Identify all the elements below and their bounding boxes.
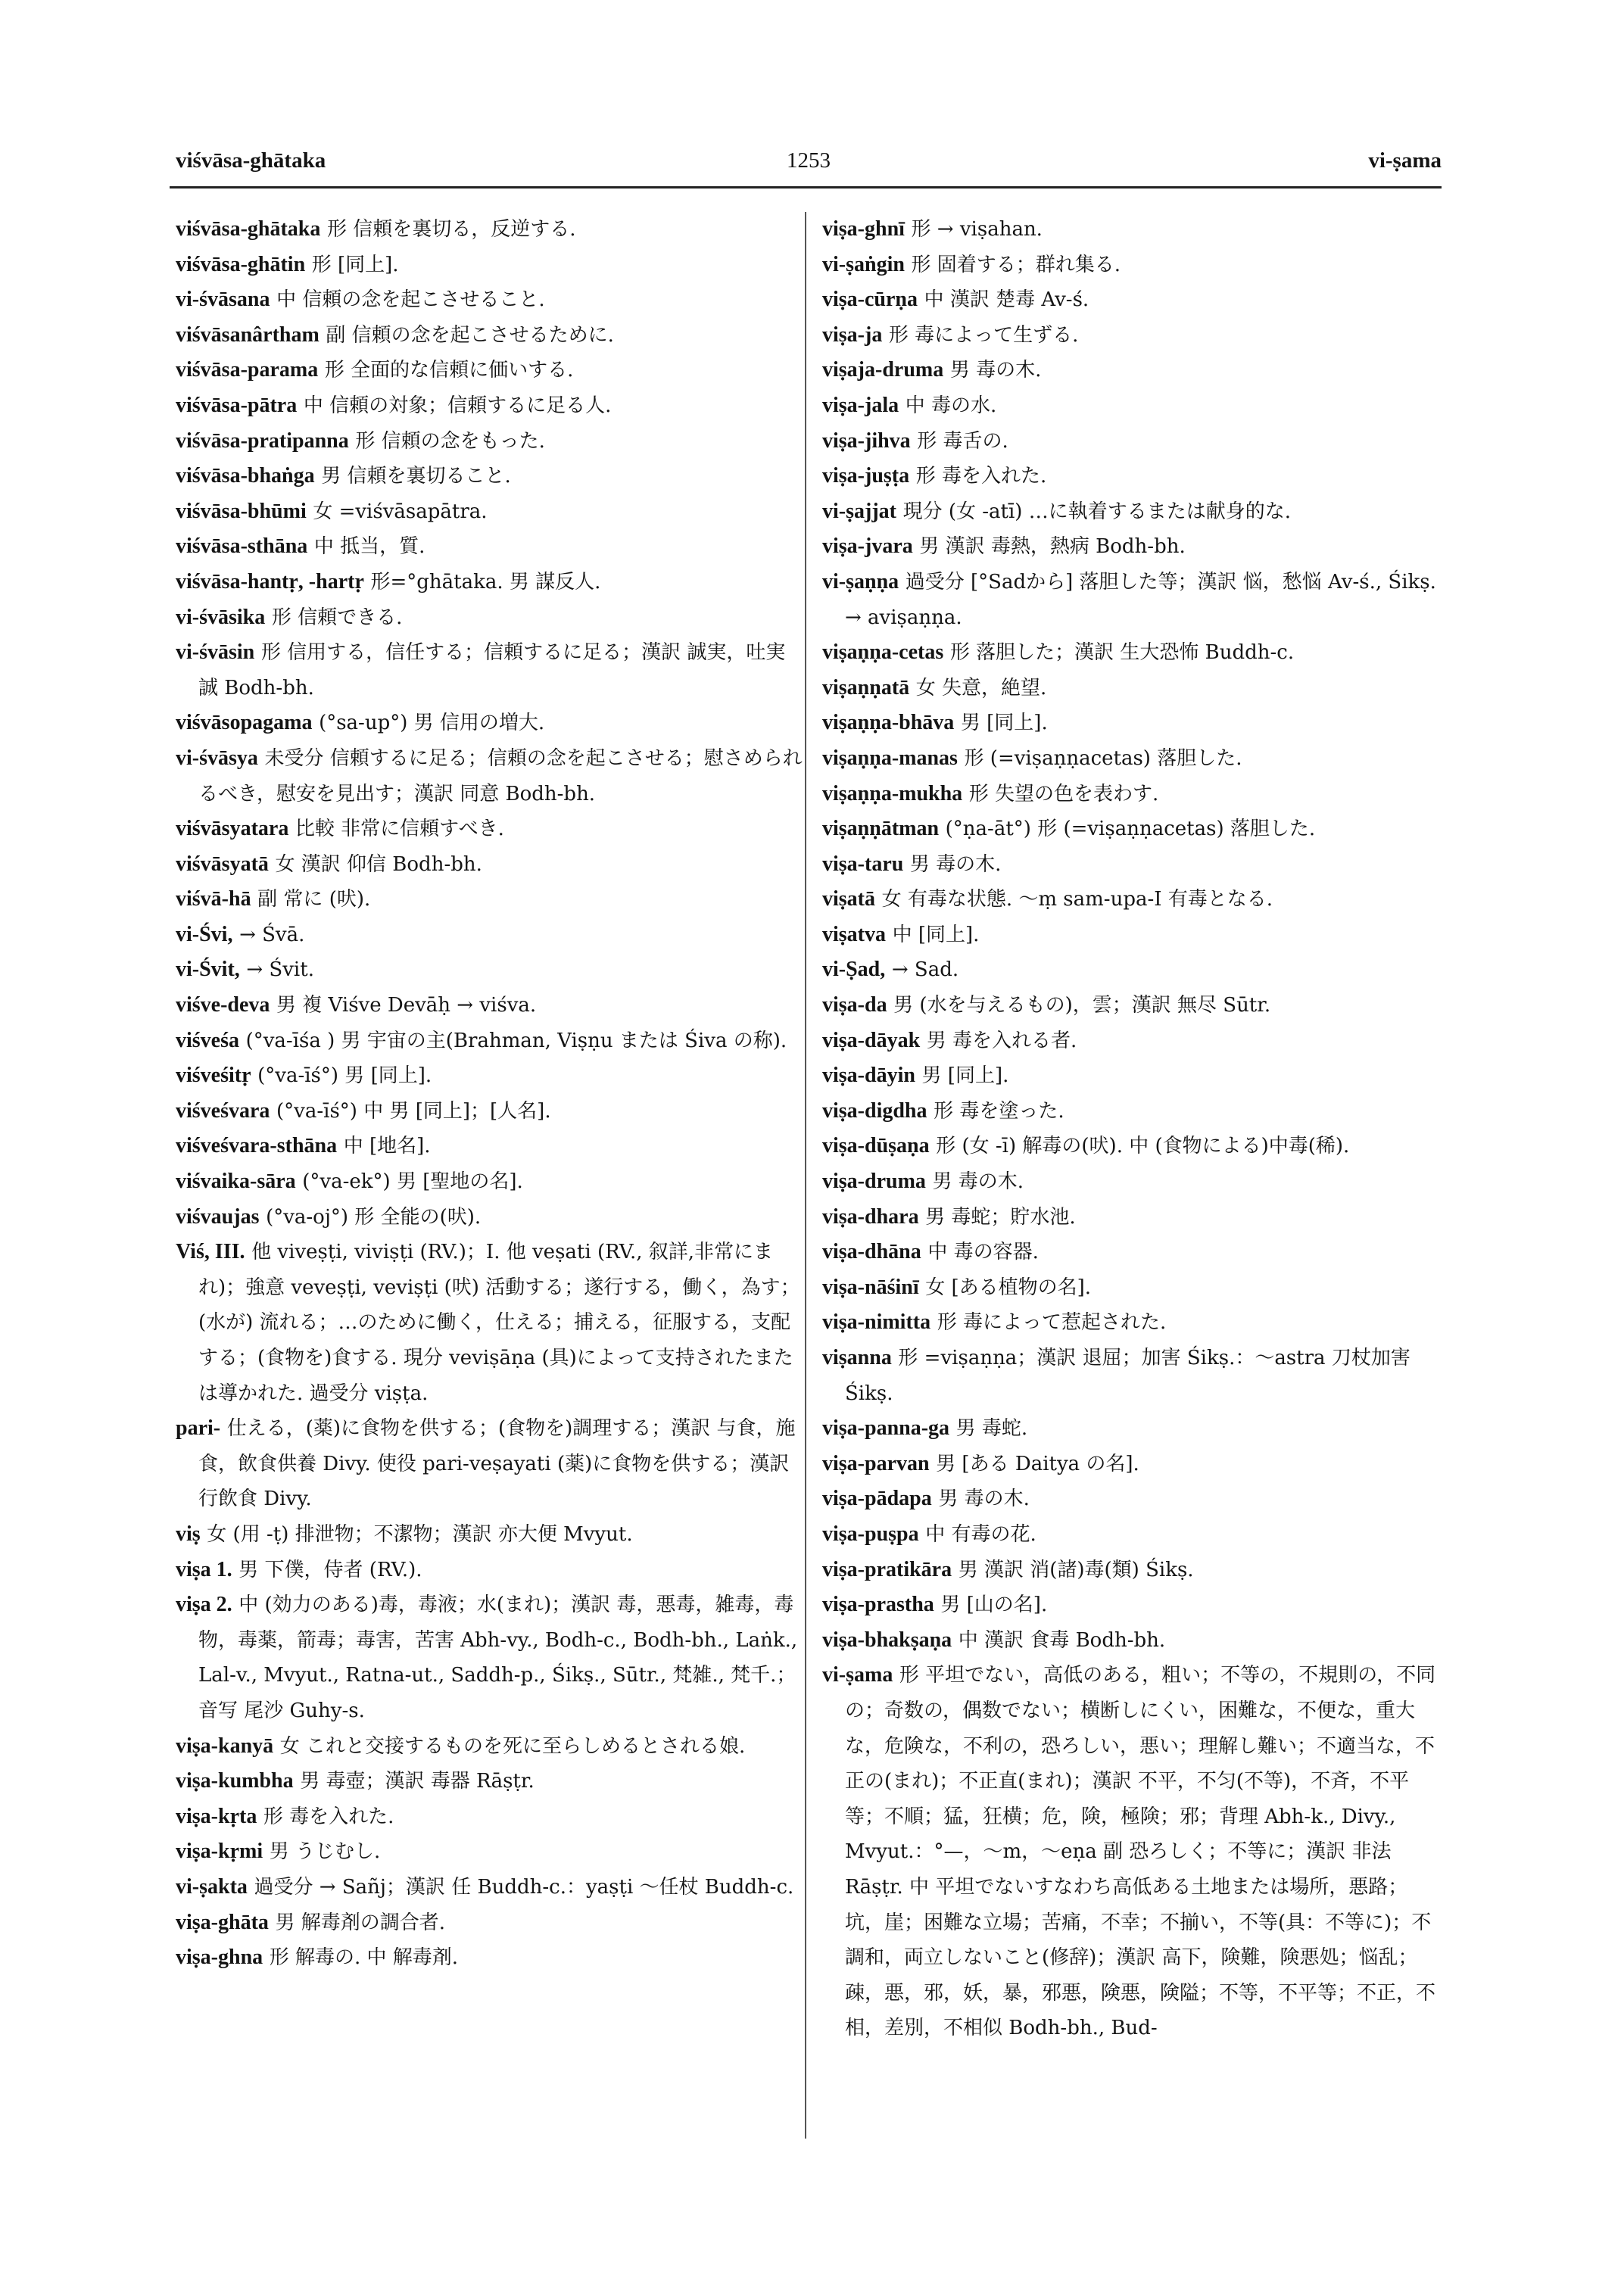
- left-column: [176, 212, 804, 1976]
- entry-headword: viṣa-juṣṭa: [822, 464, 910, 488]
- entry-definition: 他 viveṣṭi, viviṣṭi (RV.)；I. 他 veṣati (RV., 叙詳,非常にまれ)；強意 veveṣṭi, veviṣṭi (吠) 活動する；遂行する，働く，為す；(水が) 流れる；…のために働く，仕える；捕える，征服する，支配する；(食物を)食する. 現分 veviṣāṇa (具)によって支持されたまたは導かれた. 過受分 viṣṭa.: [198, 1241, 800, 1405]
- entry-definition: 男 [同上].: [921, 1064, 1009, 1088]
- entry-definition: 中 信頼の対象；信頼するに足る人.: [303, 394, 612, 417]
- entry-definition: 男 毒の木.: [909, 852, 1002, 876]
- entry-headword: viṣ: [176, 1522, 201, 1546]
- entry-definition: 女 漢訳 仰信 Bodh-bh.: [275, 852, 482, 876]
- dictionary-entry: [822, 1553, 1443, 1588]
- dictionary-entry: [822, 459, 1443, 494]
- entry-definition: 女 有毒な状態. ～ṃ sam-upa-I 有毒となる.: [881, 888, 1273, 911]
- entry-headword: viśveśvara-sthāna: [176, 1134, 338, 1158]
- dictionary-entry: [176, 1764, 804, 1799]
- entry-headword: viśveśa: [176, 1028, 239, 1052]
- entry-headword: viṣa-ghna: [176, 1946, 263, 1970]
- entry-headword: viśvāsa-pratipanna: [176, 428, 349, 453]
- entry-definition: 男 漢訳 消(諸)毒(類) Śikṣ.: [958, 1558, 1194, 1581]
- dictionary-entry: [176, 847, 804, 883]
- dictionary-entry: [176, 318, 804, 354]
- entry-definition: (°va-īśa ) 男 宇宙の主(Brahman, Viṣṇu または Śiva の称).: [245, 1029, 787, 1052]
- entry-definition: 形 信頼の念をもった.: [355, 429, 545, 453]
- dictionary-entry: [822, 494, 1443, 530]
- dictionary-entry: [176, 952, 804, 988]
- entry-definition: 未受分 信頼するに足る；信頼の念を起こさせる；慰さめられるべき，慰安を見出す；漢訳 同意 Bodh-bh.: [198, 746, 803, 805]
- entry-definition: 形 毒を塗った.: [934, 1099, 1064, 1123]
- entry-headword: viṣa-cūrṇa: [822, 288, 918, 312]
- dictionary-entry: [822, 1305, 1443, 1341]
- entry-definition: 中 (効力のある)毒，毒液；水(まれ)；漢訳 毒，悪毒，雑毒，毒物，毒薬，箭毒；毒害，苦害 Abh-vy., Bodh-c., Bodh-bh., Laṅk., Lal-v., Mvyut., Ratna-ut., Saddh-p., Śikṣ., Sūtr., 梵雑., 梵千.；音写 尾沙 Guhy-s.: [198, 1594, 798, 1722]
- dictionary-entry: [822, 706, 1443, 741]
- entry-headword: pari-: [176, 1416, 221, 1441]
- dictionary-entry: [822, 565, 1443, 635]
- dictionary-entry: [176, 988, 804, 1023]
- entry-headword: viśvāsa-ghātin: [176, 252, 306, 276]
- entry-definition: 中 有毒の花.: [925, 1522, 1036, 1546]
- entry-definition: 副 信頼の念を起こさせるために.: [326, 323, 614, 347]
- entry-headword: viśvāsa-bhūmi: [176, 499, 307, 523]
- entry-headword: viṣaṇṇa-bhāva: [822, 711, 955, 735]
- entry-headword: viśvāsanârtham: [176, 322, 320, 347]
- dictionary-entry: [822, 1623, 1443, 1659]
- entry-definition: 形 → viṣahan.: [911, 218, 1043, 241]
- entry-headword: viṣa-da: [822, 993, 887, 1017]
- dictionary-entry: [176, 1940, 804, 1976]
- entry-headword: viṣa-jvara: [822, 534, 913, 559]
- entry-headword: viśvāsa-sthāna: [176, 534, 308, 559]
- dictionary-entry: [822, 1164, 1443, 1200]
- entry-definition: 男 信頼を裏切ること.: [321, 465, 511, 488]
- entry-headword: viśve-deva: [176, 993, 270, 1017]
- entry-headword: viṣa-dhāna: [822, 1240, 921, 1264]
- entry-headword: viṣa-ghnī: [822, 217, 905, 241]
- entry-headword: viśvāsyatā: [176, 852, 269, 876]
- entry-definition: 男 毒の木.: [938, 1488, 1030, 1511]
- entry-headword: viṣa-pādapa: [822, 1487, 932, 1511]
- dictionary-entry: [176, 388, 804, 424]
- entry-definition: 男 毒蛇；貯水池.: [925, 1205, 1076, 1229]
- entry-definition: (°va-ek°) 男 [聖地の名].: [302, 1170, 523, 1194]
- entry-definition: 中 漢訳 楚毒 Av-ś.: [924, 288, 1089, 312]
- dictionary-entry: [176, 565, 804, 600]
- entry-definition: 形 落胆した；漢訳 生大恐怖 Buddh-c.: [949, 641, 1295, 665]
- entry-headword: vi-ṣama: [822, 1663, 893, 1687]
- dictionary-entry: [822, 1587, 1443, 1623]
- dictionary-entry: [822, 318, 1443, 354]
- dictionary-entry: [822, 353, 1443, 388]
- entry-headword: viṣatā: [822, 887, 875, 911]
- entry-definition: 形 毒を入れた.: [915, 465, 1047, 488]
- dictionary-entry: [822, 424, 1443, 460]
- entry-definition: 中 毒の容器.: [927, 1241, 1039, 1264]
- entry-headword: viṣaṇṇatā: [822, 675, 910, 699]
- dictionary-entry: [822, 1411, 1443, 1447]
- dictionary-entry: [176, 1411, 804, 1517]
- dictionary-entry: [822, 847, 1443, 883]
- dictionary-entry: [822, 918, 1443, 953]
- entry-headword: viśvāsyatara: [176, 817, 289, 841]
- entry-headword: vi-śvāsana: [176, 288, 270, 312]
- dictionary-entry: [822, 1129, 1443, 1164]
- entry-definition: 男 (水を与えるもの)，雲；漢訳 無尽 Sūtr.: [893, 994, 1271, 1017]
- entry-definition: 形 信頼できる.: [271, 606, 403, 629]
- entry-headword: viṣa 1.: [176, 1557, 232, 1581]
- entry-headword: viṣaṇṇa-manas: [822, 746, 958, 770]
- entry-headword: viṣa-ja: [822, 322, 883, 347]
- dictionary-entry: [822, 952, 1443, 988]
- entry-definition: → Śvit.: [246, 958, 314, 982]
- entry-definition: 形 平坦でない，高低のある，粗い；不等の，不規則の，不同の；奇数の，偶数でない；横断しにくい，困難な，不便な，重大な，危険な，不利の，恐ろしい，悪い；理解し難い；不適当な，不正の(まれ)；不正直(まれ)；漢訳 不平，不匀(不等)，不斉，不平等；不順；猛，狂横；危，険，極険；邪；背理 Abh-k., Divy., Mvyut.：°—，～m，～eṇa 副 恐ろしく；不等に；漢訳 非法 Rāṣṭr. 中 平坦でないすなわち高低ある土地または場所，悪路；坑，崖；困難な立場；苦痛，不幸；不揃い，不等(具：不等に)；不調和，両立しないこと(修辞)；漢訳 高下，険難，険悪処；悩乱；疎，悪，邪，妖，暴，邪悪，険悪，険隘；不等，不平等；不正，不相，差別，不相似 Bodh-bh., Bud-: [845, 1664, 1436, 2040]
- dictionary-entry: [176, 1905, 804, 1941]
- dictionary-entry: [822, 1447, 1443, 1482]
- dictionary-entry: [176, 248, 804, 283]
- entry-headword: viṣa-dāyak: [822, 1028, 921, 1052]
- entry-definition: → Śvā.: [239, 923, 305, 946]
- dictionary-entry: [822, 1270, 1443, 1306]
- entry-definition: (°va-īś°) 中 男 [同上]；[人名].: [276, 1099, 551, 1123]
- dictionary-entry: [822, 988, 1443, 1023]
- entry-headword: vi-śvāsin: [176, 640, 255, 665]
- dictionary-entry: [822, 529, 1443, 565]
- dictionary-entry: [176, 635, 804, 706]
- dictionary-entry: [176, 424, 804, 460]
- dictionary-entry: [822, 1094, 1443, 1129]
- dictionary-entry: [176, 1094, 804, 1129]
- entry-headword: viṣa-bhakṣaṇa: [822, 1628, 952, 1652]
- dictionary-entry: [176, 706, 804, 741]
- entry-definition: 男 毒壺；漢訳 毒器 Rāṣṭr.: [300, 1770, 535, 1793]
- entry-definition: 形 毒によって惹起された.: [937, 1311, 1167, 1335]
- dictionary-entry: [176, 1023, 804, 1059]
- entry-definition: 形 (=viṣaṇṇacetas) 落胆した.: [964, 746, 1242, 770]
- dictionary-entry: [822, 812, 1443, 847]
- entry-headword: viṣa-nimitta: [822, 1310, 931, 1335]
- dictionary-entry: [176, 1200, 804, 1235]
- dictionary-entry: [176, 494, 804, 530]
- entry-headword: viṣa-dūṣaṇa: [822, 1134, 930, 1158]
- entry-headword: viśveśvara: [176, 1098, 270, 1123]
- entry-headword: viśvāsa-hantṛ, -hartṛ: [176, 569, 364, 594]
- dictionary-entry: [176, 1729, 804, 1765]
- entry-headword: viśvāsopagama: [176, 711, 313, 735]
- entry-headword: vi-ṣaṇṇa: [822, 569, 899, 594]
- entry-headword: vi-ṣaṅgin: [822, 252, 905, 276]
- dictionary-entry: [176, 812, 804, 847]
- dictionary-entry: [176, 529, 804, 565]
- entry-definition: 男 [同上].: [960, 712, 1048, 735]
- column-divider: [805, 212, 806, 2139]
- dictionary-entry: [822, 388, 1443, 424]
- entry-definition: 女 [ある植物の名].: [925, 1276, 1092, 1299]
- entry-definition: (°sa-up°) 男 信用の増大.: [319, 712, 545, 735]
- dictionary-entry: [176, 282, 804, 318]
- entry-definition: 中 信頼の念を起こさせること.: [276, 288, 545, 312]
- entry-definition: 男 毒の木.: [932, 1170, 1024, 1194]
- entry-headword: viṣa-kumbha: [176, 1769, 294, 1793]
- entry-headword: viṣa-panna-ga: [822, 1416, 950, 1441]
- entry-definition: 形 全面的な信頼に価いする.: [324, 359, 574, 382]
- entry-definition: 中 [地名].: [343, 1135, 431, 1158]
- dictionary-entry: [822, 1658, 1443, 2046]
- dictionary-entry: [822, 635, 1443, 671]
- entry-headword: viṣa-kanyā: [176, 1734, 274, 1758]
- entry-definition: 男 毒の木.: [949, 359, 1042, 382]
- dictionary-entry: [176, 353, 804, 388]
- entry-headword: viṣa-dāyin: [822, 1064, 915, 1088]
- page-number: 1253: [787, 148, 831, 173]
- dictionary-entry: [176, 600, 804, 636]
- dictionary-entry: [822, 1200, 1443, 1235]
- entry-definition: 形 毒を入れた.: [263, 1805, 394, 1828]
- entry-headword: vi-śvāsya: [176, 746, 258, 770]
- dictionary-entry: [176, 1517, 804, 1553]
- dictionary-entry: [176, 1834, 804, 1870]
- entry-headword: viṣa-kṛta: [176, 1804, 257, 1828]
- entry-headword: vi-śvāsika: [176, 605, 266, 629]
- entry-headword: Viś, III.: [176, 1240, 245, 1264]
- dictionary-entry: [822, 248, 1443, 283]
- dictionary-entry: [822, 741, 1443, 777]
- entry-definition: 比較 非常に信頼すべき.: [295, 818, 504, 841]
- entry-headword: viśveśitṛ: [176, 1064, 251, 1088]
- entry-headword: viśvāsa-pātra: [176, 393, 298, 417]
- entry-definition: 形 [同上].: [311, 253, 399, 276]
- entry-definition: 形 毒によって生ずる.: [888, 323, 1079, 347]
- entry-definition: 男 [ある Daitya の名].: [936, 1452, 1139, 1475]
- entry-definition: → Sad.: [891, 958, 959, 982]
- entry-definition: 男 下僕，侍者 (RV.).: [238, 1558, 422, 1581]
- entry-definition: (°va-oj°) 形 全能の(吠).: [266, 1205, 482, 1229]
- dictionary-entry: [822, 212, 1443, 248]
- entry-headword: viṣa-ghāta: [176, 1910, 269, 1934]
- entry-headword: viṣa-dhara: [822, 1204, 919, 1229]
- entry-definition: 現分 (女 -atī) …に執着するまたは献身的な.: [902, 500, 1291, 523]
- dictionary-entry: [176, 1587, 804, 1728]
- dictionary-entry: [176, 1799, 804, 1835]
- dictionary-entry: [176, 741, 804, 812]
- entry-definition: 男 漢訳 毒熱，熱病 Bodh-bh.: [919, 535, 1186, 559]
- entry-definition: (°ṇa-āt°) 形 (=viṣaṇṇacetas) 落胆した.: [945, 818, 1316, 841]
- entry-definition: 男 [山の名].: [940, 1594, 1048, 1617]
- entry-headword: viṣa-prastha: [822, 1593, 934, 1617]
- entry-headword: viṣatva: [822, 922, 886, 946]
- entry-definition: 女 =viśvāsapātra.: [313, 500, 488, 523]
- entry-headword: viṣa-parvan: [822, 1451, 930, 1475]
- dictionary-entry: [822, 777, 1443, 812]
- entry-headword: viśvāsa-ghātaka: [176, 217, 321, 241]
- dictionary-entry: [176, 212, 804, 248]
- dictionary-entry: [176, 1553, 804, 1588]
- entry-headword: viṣaja-druma: [822, 358, 944, 382]
- running-header: [176, 148, 1442, 182]
- entry-headword: viśvāsa-bhaṅga: [176, 464, 315, 488]
- entry-headword: viṣanna: [822, 1346, 892, 1369]
- entry-headword: viṣa-jala: [822, 393, 899, 417]
- entry-definition: 女 (用 -ṭ) 排泄物；不潔物；漢訳 亦大便 Mvyut.: [207, 1522, 633, 1546]
- header-rule: [170, 186, 1442, 188]
- entry-headword: viṣa-druma: [822, 1170, 926, 1194]
- entry-definition: 仕える，(薬)に食物を供する；(食物を)調理する；漢訳 与食，施食，飲食供養 Divy. 使役 pari-veṣayati (薬)に食物を供する；漢訳 行飲食 Divy.: [198, 1417, 796, 1511]
- dictionary-entry: [176, 882, 804, 918]
- entry-headword: viṣa-nāśinī: [822, 1275, 919, 1299]
- entry-definition: 女 失意，絶望.: [915, 676, 1047, 699]
- entry-headword: viṣa 2.: [176, 1593, 232, 1617]
- entry-definition: 男 うじむし.: [269, 1840, 381, 1864]
- entry-headword: viṣa-puṣpa: [822, 1522, 919, 1546]
- entry-definition: 形 =viṣaṇṇa；漢訳 退屈；加害 Śikṣ.：～astra 刀杖加害 Śikṣ.: [845, 1347, 1410, 1405]
- dictionary-entry: [822, 1023, 1443, 1059]
- entry-definition: 中 抵当，質.: [313, 535, 425, 559]
- entry-definition: 形 信頼を裏切る，反逆する.: [326, 218, 576, 241]
- entry-headword: vi-Śvi,: [176, 922, 233, 946]
- entry-definition: 中 [同上].: [892, 923, 980, 946]
- dictionary-entry: [176, 1870, 804, 1905]
- entry-headword: viśvaika-sāra: [176, 1170, 296, 1194]
- dictionary-entry: [176, 1129, 804, 1164]
- entry-definition: 過受分 → Sañj；漢訳 任 Buddh-c.：yaṣṭi ～任杖 Buddh-c.: [254, 1875, 794, 1899]
- right-column: [822, 212, 1443, 2046]
- dictionary-entry: [822, 1481, 1443, 1517]
- dictionary-entry: [822, 1235, 1443, 1270]
- entry-definition: 過受分 [°Sadから] 落胆した等；漢訳 悩，愁悩 Av-ś., Śikṣ. → aviṣaṇṇa.: [845, 570, 1436, 629]
- entry-headword: viṣa-pratikāra: [822, 1557, 952, 1581]
- entry-definition: 形 失望の色を表わす.: [968, 782, 1159, 805]
- entry-headword: vi-ṣajjat: [822, 499, 896, 523]
- entry-definition: 男 複 Viśve Devāḥ → viśva.: [276, 994, 537, 1017]
- entry-headword: viśvā-hā: [176, 887, 251, 911]
- entry-headword: vi-Ṣad,: [822, 958, 886, 982]
- dictionary-entry: [176, 459, 804, 494]
- header-right-guide-word: vi-ṣama: [1368, 148, 1442, 173]
- entry-definition: 男 毒を入れる者.: [926, 1029, 1077, 1052]
- entry-definition: 形 解毒の. 中 解毒剤.: [269, 1946, 459, 1970]
- dictionary-entry: [822, 1341, 1443, 1411]
- dictionary-entry: [176, 1164, 804, 1200]
- entry-definition: 男 解毒剤の調合者.: [275, 1911, 446, 1934]
- header-left-guide-word: viśvāsa-ghātaka: [176, 148, 326, 173]
- dictionary-entry: [176, 918, 804, 953]
- entry-definition: 形 信用する，信任する；信頼するに足る；漢訳 誠実，吐実誠 Bodh-bh.: [198, 641, 786, 699]
- entry-definition: 女 これと交接するものを死に至らしめるとされる娘.: [279, 1734, 746, 1758]
- dictionary-entry: [822, 882, 1443, 918]
- entry-definition: 中 漢訳 食毒 Bodh-bh.: [958, 1628, 1166, 1652]
- entry-headword: viṣa-taru: [822, 852, 904, 876]
- entry-headword: viṣa-jihva: [822, 428, 911, 453]
- entry-definition: 形 固着する；群れ集る.: [911, 253, 1121, 276]
- entry-definition: 形 毒舌の.: [917, 429, 1008, 453]
- dictionary-entry: [822, 671, 1443, 706]
- entry-headword: vi-Śvit,: [176, 958, 240, 982]
- entry-definition: 形 (女 -ī) 解毒の(吠). 中 (食物による)中毒(稀).: [936, 1135, 1350, 1158]
- entry-definition: (°va-īś°) 男 [同上].: [257, 1064, 432, 1088]
- dictionary-entry: [176, 1235, 804, 1411]
- dictionary-entry: [822, 282, 1443, 318]
- entry-definition: 副 常に (吠).: [257, 888, 371, 911]
- entry-definition: 形=°ghātaka. 男 謀反人.: [370, 570, 601, 594]
- entry-headword: viṣaṇṇa-cetas: [822, 640, 944, 665]
- entry-headword: vi-ṣakta: [176, 1874, 248, 1899]
- entry-headword: viṣa-digdha: [822, 1098, 927, 1123]
- entry-headword: viṣaṇṇa-mukha: [822, 781, 963, 805]
- entry-definition: 男 毒蛇.: [955, 1417, 1028, 1441]
- dictionary-entry: [176, 1058, 804, 1094]
- dictionary-entry: [822, 1058, 1443, 1094]
- entry-headword: viśvaujas: [176, 1204, 260, 1229]
- entry-headword: viṣaṇṇātman: [822, 817, 940, 841]
- entry-headword: viśvāsa-parama: [176, 358, 319, 382]
- dictionary-entry: [822, 1517, 1443, 1553]
- entry-definition: 中 毒の水.: [905, 394, 997, 417]
- entry-headword: viṣa-kṛmi: [176, 1840, 263, 1864]
